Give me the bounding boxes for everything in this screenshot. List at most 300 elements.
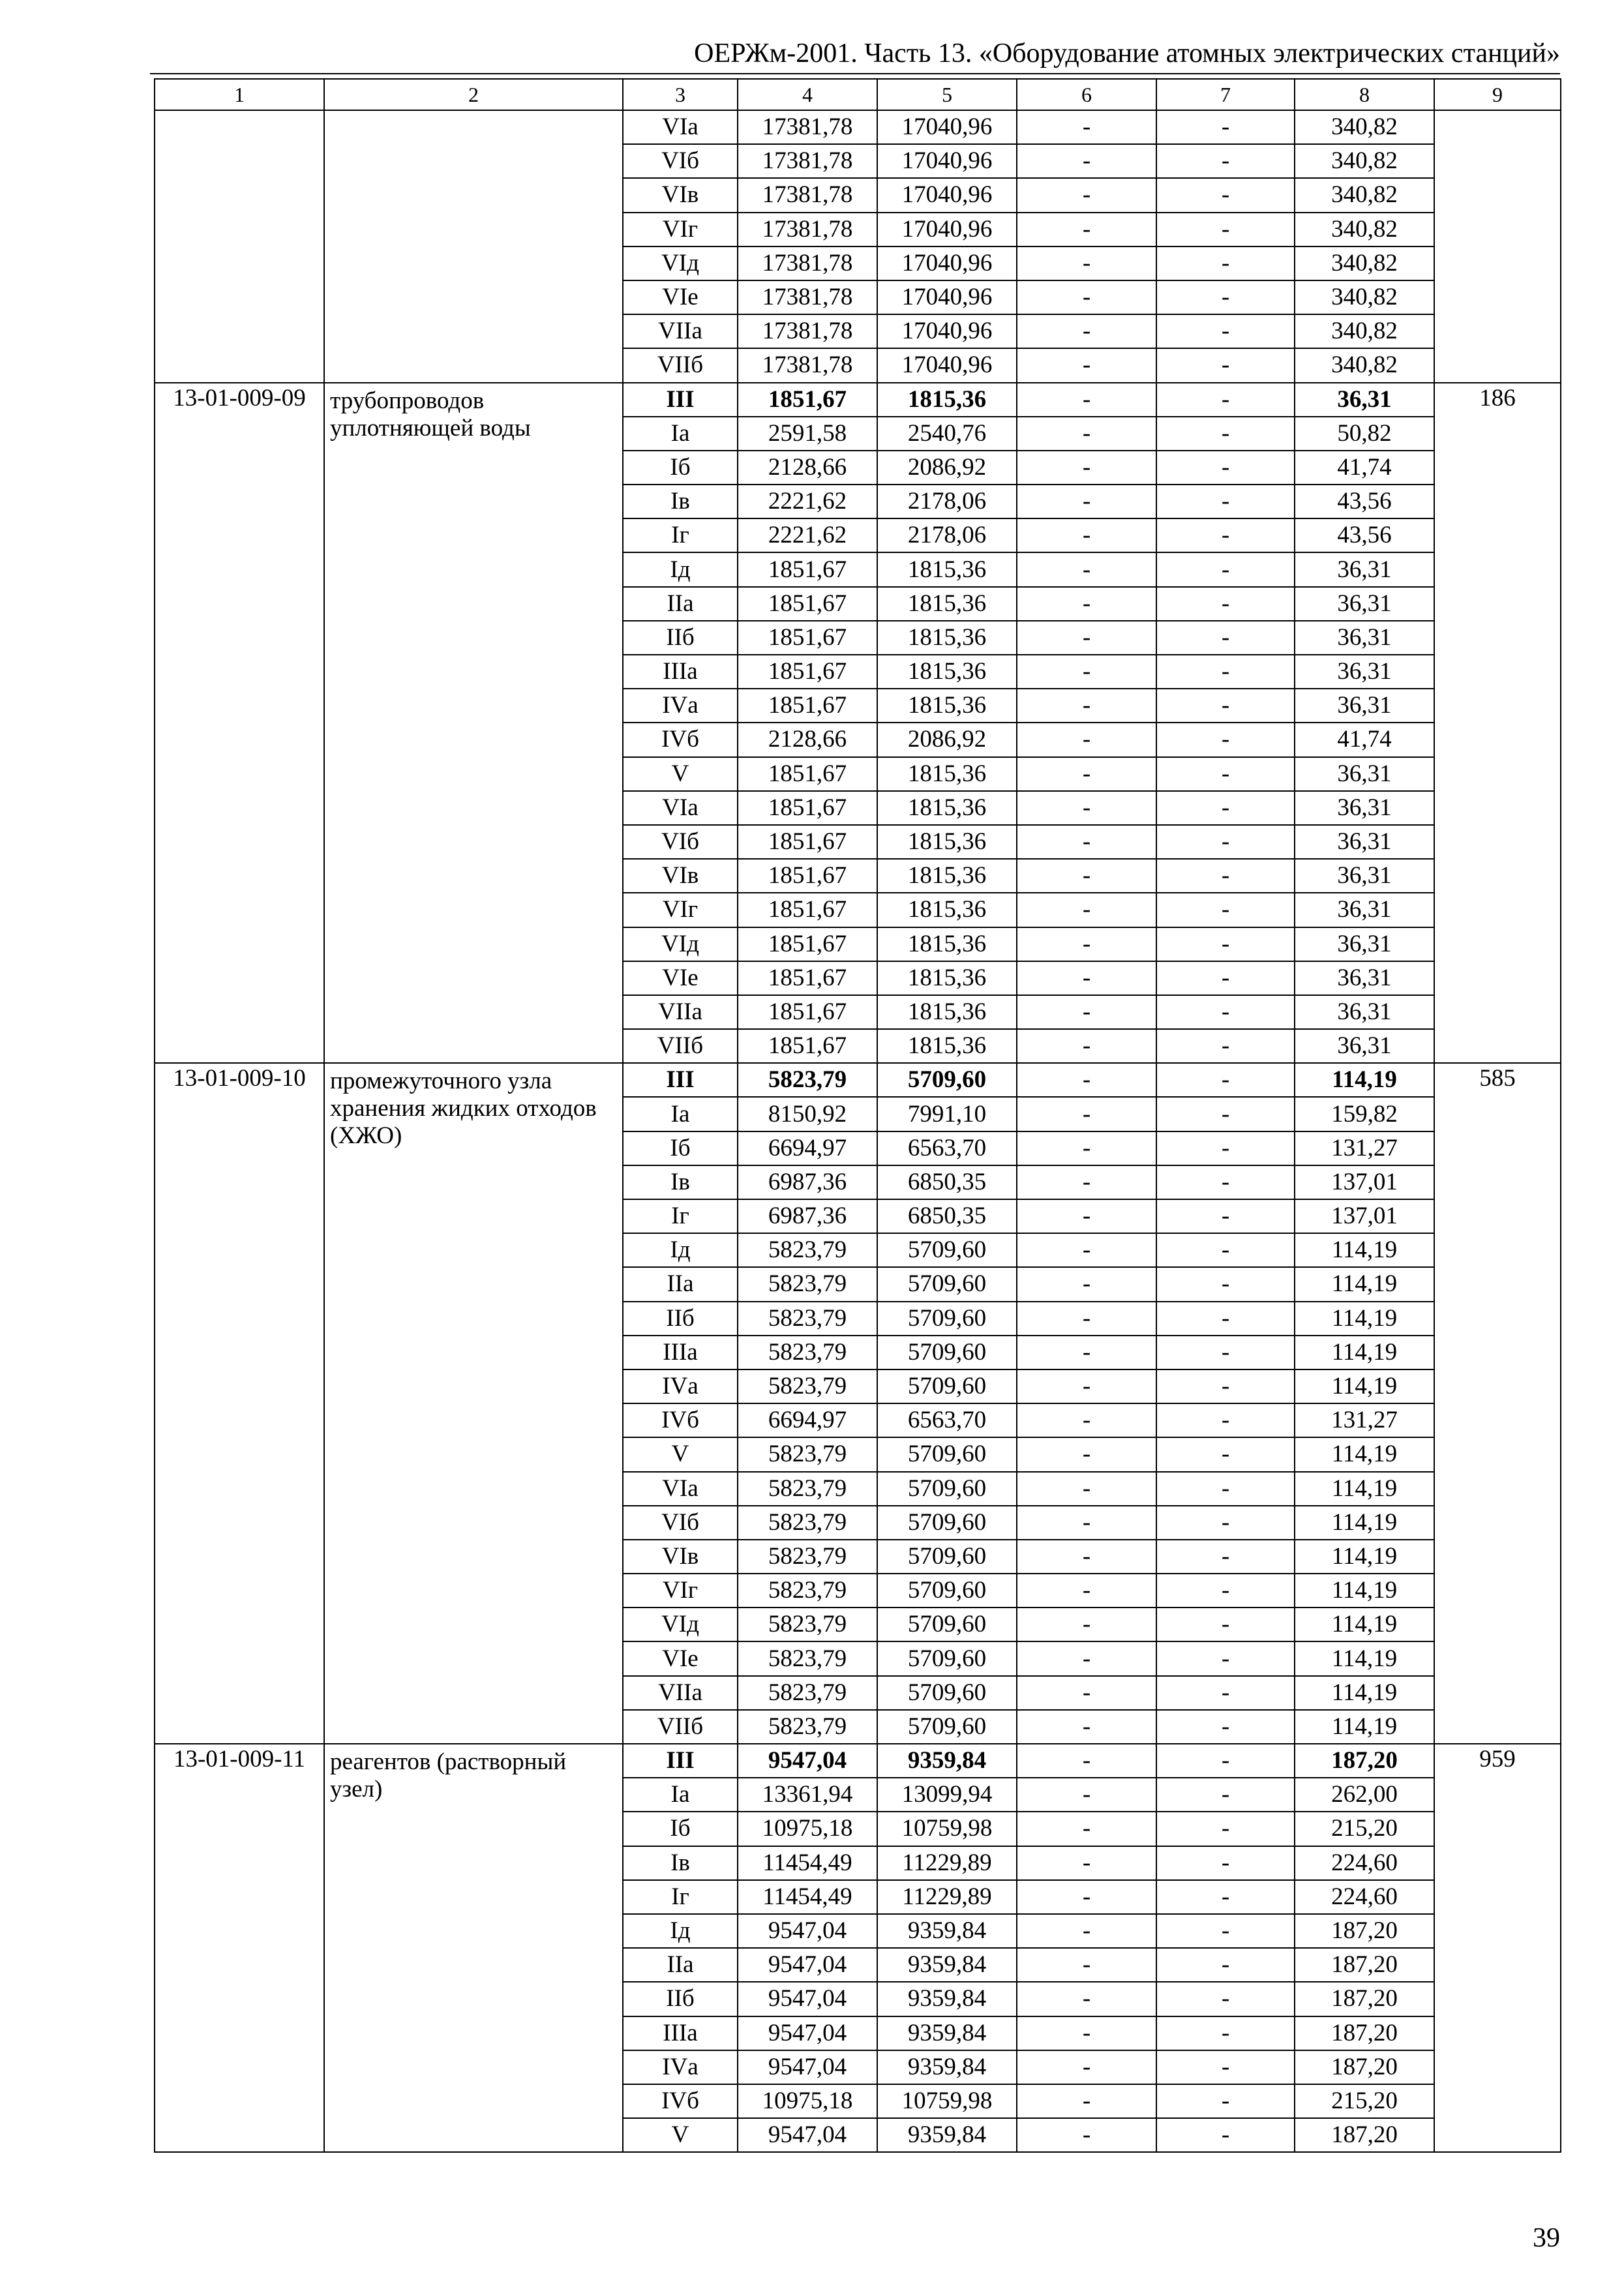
page-header-title: ОЕРЖм-2001. Часть 13. «Оборудование атомных электрических станций» <box>694 38 1560 68</box>
col6-cell: - <box>1017 1812 1156 1846</box>
installation-cost-cell: 1815,36 <box>877 757 1017 791</box>
col9-value: 959 <box>1434 1744 1561 2152</box>
zone-cell: V <box>623 757 738 791</box>
col7-cell: - <box>1156 1812 1295 1846</box>
col8-cell: 187,20 <box>1295 1914 1434 1948</box>
col8-cell: 36,31 <box>1295 757 1434 791</box>
installation-cost-cell: 10759,98 <box>877 2084 1017 2118</box>
total-cost-cell: 5823,79 <box>738 1641 877 1675</box>
col8-cell: 187,20 <box>1295 1982 1434 2016</box>
total-cost-cell: 17381,78 <box>738 348 877 382</box>
installation-cost-cell: 1815,36 <box>877 859 1017 893</box>
zone-cell: Iд <box>623 552 738 586</box>
zone-cell: IVб <box>623 723 738 756</box>
col7-cell: - <box>1156 110 1295 144</box>
zone-cell: IIа <box>623 1948 738 1982</box>
col8-cell: 114,19 <box>1295 1608 1434 1641</box>
installation-cost-cell: 1815,36 <box>877 825 1017 859</box>
col6-cell: - <box>1017 247 1156 280</box>
col8-cell: 187,20 <box>1295 2118 1434 2152</box>
installation-cost-cell: 1815,36 <box>877 621 1017 655</box>
total-cost-cell: 5823,79 <box>738 1437 877 1471</box>
col6-cell: - <box>1017 1267 1156 1301</box>
zone-cell: VIд <box>623 247 738 280</box>
total-cost-cell: 6694,97 <box>738 1403 877 1437</box>
col7-cell: - <box>1156 1302 1295 1336</box>
col6-cell: - <box>1017 1778 1156 1812</box>
zone-cell: VIе <box>623 961 738 995</box>
col7-cell: - <box>1156 280 1295 314</box>
total-cost-cell: 5823,79 <box>738 1574 877 1608</box>
total-cost-cell: 9547,04 <box>738 1914 877 1948</box>
zone-cell: VIд <box>623 927 738 961</box>
installation-cost-cell: 6563,70 <box>877 1131 1017 1165</box>
item-code <box>155 110 324 383</box>
col8-cell: 36,31 <box>1295 1029 1434 1063</box>
total-cost-cell: 9547,04 <box>738 2118 877 2152</box>
zone-cell: IVб <box>623 1403 738 1437</box>
col8-cell: 262,00 <box>1295 1778 1434 1812</box>
col9-value: 585 <box>1434 1063 1561 1744</box>
installation-cost-cell: 17040,96 <box>877 110 1017 144</box>
col7-cell: - <box>1156 1778 1295 1812</box>
col8-cell: 340,82 <box>1295 178 1434 212</box>
col7-cell: - <box>1156 2118 1295 2152</box>
col6-cell: - <box>1017 2118 1156 2152</box>
col7-cell: - <box>1156 1948 1295 1982</box>
zone-cell: VIг <box>623 1574 738 1608</box>
installation-cost-cell: 17040,96 <box>877 178 1017 212</box>
column-number: 5 <box>877 79 1017 110</box>
col8-cell: 114,19 <box>1295 1063 1434 1097</box>
installation-cost-cell: 1815,36 <box>877 552 1017 586</box>
installation-cost-cell: 1815,36 <box>877 689 1017 723</box>
total-cost-cell: 8150,92 <box>738 1097 877 1131</box>
zone-cell: Iв <box>623 1165 738 1199</box>
total-cost-cell: 1851,67 <box>738 927 877 961</box>
col6-cell: - <box>1017 1472 1156 1506</box>
col8-cell: 114,19 <box>1295 1676 1434 1710</box>
col6-cell: - <box>1017 995 1156 1029</box>
col8-cell: 36,31 <box>1295 587 1434 621</box>
total-cost-cell: 5823,79 <box>738 1540 877 1574</box>
total-cost-cell: 1851,67 <box>738 383 877 417</box>
table-row <box>155 383 1561 417</box>
col7-cell: - <box>1156 1880 1295 1914</box>
total-cost-cell: 5823,79 <box>738 1063 877 1097</box>
col6-cell: - <box>1017 1574 1156 1608</box>
installation-cost-cell: 17040,96 <box>877 213 1017 247</box>
col6-cell: - <box>1017 1063 1156 1097</box>
col6-cell: - <box>1017 383 1156 417</box>
installation-cost-cell: 17040,96 <box>877 144 1017 178</box>
col7-cell: - <box>1156 348 1295 382</box>
col9-value: 186 <box>1434 383 1561 1064</box>
zone-cell: VIе <box>623 1641 738 1675</box>
col6-cell: - <box>1017 2016 1156 2050</box>
col7-cell: - <box>1156 1608 1295 1641</box>
col6-cell: - <box>1017 791 1156 825</box>
total-cost-cell: 5823,79 <box>738 1302 877 1336</box>
zone-cell: IIб <box>623 621 738 655</box>
col6-cell: - <box>1017 587 1156 621</box>
col7-cell: - <box>1156 1914 1295 1948</box>
installation-cost-cell: 5709,60 <box>877 1302 1017 1336</box>
zone-cell: IIа <box>623 587 738 621</box>
col7-cell: - <box>1156 587 1295 621</box>
col8-cell: 159,82 <box>1295 1097 1434 1131</box>
col8-cell: 36,31 <box>1295 859 1434 893</box>
col7-cell: - <box>1156 1641 1295 1675</box>
col7-cell: - <box>1156 995 1295 1029</box>
total-cost-cell: 6987,36 <box>738 1199 877 1233</box>
total-cost-cell: 6694,97 <box>738 1131 877 1165</box>
zone-cell: VIб <box>623 144 738 178</box>
zone-cell: V <box>623 1437 738 1471</box>
total-cost-cell: 2128,66 <box>738 451 877 485</box>
col6-cell: - <box>1017 1540 1156 1574</box>
col8-cell: 41,74 <box>1295 723 1434 756</box>
col6-cell: - <box>1017 110 1156 144</box>
total-cost-cell: 1851,67 <box>738 893 877 927</box>
table-row <box>155 110 1561 144</box>
col8-cell: 114,19 <box>1295 1574 1434 1608</box>
installation-cost-cell: 5709,60 <box>877 1641 1017 1675</box>
installation-cost-cell: 5709,60 <box>877 1710 1017 1744</box>
col6-cell: - <box>1017 961 1156 995</box>
col6-cell: - <box>1017 757 1156 791</box>
total-cost-cell: 2591,58 <box>738 417 877 451</box>
item-code: 13-01-009-09 <box>155 383 324 1064</box>
total-cost-cell: 11454,49 <box>738 1846 877 1880</box>
zone-cell: Iб <box>623 1812 738 1846</box>
installation-cost-cell: 10759,98 <box>877 1812 1017 1846</box>
col8-cell: 114,19 <box>1295 1472 1434 1506</box>
installation-cost-cell: 11229,89 <box>877 1880 1017 1914</box>
zone-cell: Iг <box>623 518 738 552</box>
zone-cell: Iг <box>623 1880 738 1914</box>
col8-cell: 187,20 <box>1295 2050 1434 2084</box>
col7-cell: - <box>1156 2050 1295 2084</box>
zone-cell: VIIа <box>623 1676 738 1710</box>
total-cost-cell: 1851,67 <box>738 757 877 791</box>
zone-cell: IVа <box>623 1369 738 1403</box>
col6-cell: - <box>1017 1641 1156 1675</box>
zone-cell: IIIа <box>623 2016 738 2050</box>
total-cost-cell: 17381,78 <box>738 178 877 212</box>
col8-cell: 36,31 <box>1295 655 1434 689</box>
col8-cell: 340,82 <box>1295 280 1434 314</box>
installation-cost-cell: 6850,35 <box>877 1199 1017 1233</box>
installation-cost-cell: 11229,89 <box>877 1846 1017 1880</box>
installation-cost-cell: 9359,84 <box>877 2050 1017 2084</box>
col8-cell: 114,19 <box>1295 1302 1434 1336</box>
zone-cell: IVа <box>623 2050 738 2084</box>
total-cost-cell: 9547,04 <box>738 1744 877 1778</box>
installation-cost-cell: 9359,84 <box>877 2016 1017 2050</box>
col6-cell: - <box>1017 2084 1156 2118</box>
col8-cell: 131,27 <box>1295 1131 1434 1165</box>
zone-cell: IIа <box>623 1267 738 1301</box>
col6-cell: - <box>1017 1880 1156 1914</box>
col6-cell: - <box>1017 1029 1156 1063</box>
col6-cell: - <box>1017 178 1156 212</box>
total-cost-cell: 1851,67 <box>738 689 877 723</box>
col6-cell: - <box>1017 859 1156 893</box>
installation-cost-cell: 2086,92 <box>877 723 1017 756</box>
col7-cell: - <box>1156 552 1295 586</box>
col7-cell: - <box>1156 1165 1295 1199</box>
installation-cost-cell: 9359,84 <box>877 1948 1017 1982</box>
installation-cost-cell: 5709,60 <box>877 1063 1017 1097</box>
installation-cost-cell: 1815,36 <box>877 961 1017 995</box>
installation-cost-cell: 7991,10 <box>877 1097 1017 1131</box>
installation-cost-cell: 5709,60 <box>877 1437 1017 1471</box>
col7-cell: - <box>1156 485 1295 518</box>
column-number: 6 <box>1017 79 1156 110</box>
zone-cell: VIа <box>623 110 738 144</box>
col7-cell: - <box>1156 2016 1295 2050</box>
zone-cell: IVа <box>623 689 738 723</box>
installation-cost-cell: 2540,76 <box>877 417 1017 451</box>
column-number: 7 <box>1156 79 1295 110</box>
zone-cell: VIе <box>623 280 738 314</box>
zone-cell: IIIа <box>623 1336 738 1369</box>
col7-cell: - <box>1156 383 1295 417</box>
total-cost-cell: 9547,04 <box>738 2016 877 2050</box>
col6-cell: - <box>1017 1403 1156 1437</box>
col7-cell: - <box>1156 655 1295 689</box>
col8-cell: 187,20 <box>1295 2016 1434 2050</box>
zone-cell: VIб <box>623 825 738 859</box>
total-cost-cell: 1851,67 <box>738 961 877 995</box>
col7-cell: - <box>1156 1403 1295 1437</box>
col7-cell: - <box>1156 621 1295 655</box>
zone-cell: VIIб <box>623 1710 738 1744</box>
col7-cell: - <box>1156 1982 1295 2016</box>
col6-cell: - <box>1017 485 1156 518</box>
col8-cell: 131,27 <box>1295 1403 1434 1437</box>
installation-cost-cell: 5709,60 <box>877 1233 1017 1267</box>
installation-cost-cell: 1815,36 <box>877 927 1017 961</box>
col7-cell: - <box>1156 791 1295 825</box>
total-cost-cell: 2221,62 <box>738 485 877 518</box>
total-cost-cell: 5823,79 <box>738 1676 877 1710</box>
item-name <box>324 110 623 383</box>
col6-cell: - <box>1017 1846 1156 1880</box>
total-cost-cell: 1851,67 <box>738 552 877 586</box>
item-code: 13-01-009-10 <box>155 1063 324 1744</box>
col7-cell: - <box>1156 859 1295 893</box>
col7-cell: - <box>1156 1574 1295 1608</box>
col6-cell: - <box>1017 2050 1156 2084</box>
zone-cell: III <box>623 383 738 417</box>
installation-cost-cell: 6563,70 <box>877 1403 1017 1437</box>
zone-cell: Iа <box>623 1097 738 1131</box>
col6-cell: - <box>1017 927 1156 961</box>
zone-cell: Iа <box>623 1778 738 1812</box>
col6-cell: - <box>1017 1131 1156 1165</box>
zone-cell: Iг <box>623 1199 738 1233</box>
zone-cell: VIIб <box>623 348 738 382</box>
col7-cell: - <box>1156 1506 1295 1540</box>
installation-cost-cell: 9359,84 <box>877 1982 1017 2016</box>
col8-cell: 114,19 <box>1295 1336 1434 1369</box>
col6-cell: - <box>1017 1914 1156 1948</box>
total-cost-cell: 17381,78 <box>738 144 877 178</box>
installation-cost-cell: 6850,35 <box>877 1165 1017 1199</box>
col8-cell: 340,82 <box>1295 314 1434 348</box>
page-number: 39 <box>1533 2223 1560 2253</box>
col8-cell: 114,19 <box>1295 1710 1434 1744</box>
col7-cell: - <box>1156 961 1295 995</box>
col7-cell: - <box>1156 1710 1295 1744</box>
installation-cost-cell: 1815,36 <box>877 1029 1017 1063</box>
col6-cell: - <box>1017 825 1156 859</box>
col8-cell: 114,19 <box>1295 1641 1434 1675</box>
column-number: 9 <box>1434 79 1561 110</box>
col6-cell: - <box>1017 621 1156 655</box>
col7-cell: - <box>1156 1029 1295 1063</box>
installation-cost-cell: 5709,60 <box>877 1608 1017 1641</box>
header-rule <box>150 73 1560 74</box>
total-cost-cell: 5823,79 <box>738 1472 877 1506</box>
zone-cell: Iб <box>623 1131 738 1165</box>
col6-cell: - <box>1017 348 1156 382</box>
table-row <box>155 1063 1561 1097</box>
col8-cell: 114,19 <box>1295 1437 1434 1471</box>
zone-cell: VIв <box>623 1540 738 1574</box>
col8-cell: 36,31 <box>1295 927 1434 961</box>
item-name: промежуточного узла хранения жидких отходов (ХЖО) <box>324 1063 623 1744</box>
col8-cell: 215,20 <box>1295 2084 1434 2118</box>
total-cost-cell: 5823,79 <box>738 1710 877 1744</box>
col7-cell: - <box>1156 1369 1295 1403</box>
installation-cost-cell: 5709,60 <box>877 1267 1017 1301</box>
total-cost-cell: 5823,79 <box>738 1267 877 1301</box>
zone-cell: VIIа <box>623 314 738 348</box>
col6-cell: - <box>1017 144 1156 178</box>
col7-cell: - <box>1156 1846 1295 1880</box>
installation-cost-cell: 1815,36 <box>877 383 1017 417</box>
col8-cell: 137,01 <box>1295 1165 1434 1199</box>
col7-cell: - <box>1156 178 1295 212</box>
total-cost-cell: 5823,79 <box>738 1608 877 1641</box>
col7-cell: - <box>1156 518 1295 552</box>
col8-cell: 36,31 <box>1295 621 1434 655</box>
zone-cell: Iд <box>623 1914 738 1948</box>
total-cost-cell: 17381,78 <box>738 280 877 314</box>
total-cost-cell: 17381,78 <box>738 110 877 144</box>
zone-cell: Iб <box>623 451 738 485</box>
col8-cell: 224,60 <box>1295 1846 1434 1880</box>
col8-cell: 340,82 <box>1295 247 1434 280</box>
item-code: 13-01-009-11 <box>155 1744 324 2152</box>
total-cost-cell: 1851,67 <box>738 825 877 859</box>
installation-cost-cell: 1815,36 <box>877 995 1017 1029</box>
zone-cell: IIб <box>623 1302 738 1336</box>
installation-cost-cell: 17040,96 <box>877 247 1017 280</box>
col8-cell: 36,31 <box>1295 825 1434 859</box>
col7-cell: - <box>1156 1097 1295 1131</box>
col6-cell: - <box>1017 1676 1156 1710</box>
total-cost-cell: 9547,04 <box>738 1982 877 2016</box>
installation-cost-cell: 5709,60 <box>877 1506 1017 1540</box>
total-cost-cell: 1851,67 <box>738 655 877 689</box>
total-cost-cell: 5823,79 <box>738 1336 877 1369</box>
total-cost-cell: 6987,36 <box>738 1165 877 1199</box>
col6-cell: - <box>1017 1199 1156 1233</box>
zone-cell: IIб <box>623 1982 738 2016</box>
col6-cell: - <box>1017 451 1156 485</box>
col7-cell: - <box>1156 1336 1295 1369</box>
total-cost-cell: 5823,79 <box>738 1369 877 1403</box>
zone-cell: VIг <box>623 213 738 247</box>
table-row <box>155 1744 1561 1778</box>
total-cost-cell: 2221,62 <box>738 518 877 552</box>
col7-cell: - <box>1156 893 1295 927</box>
installation-cost-cell: 5709,60 <box>877 1540 1017 1574</box>
col8-cell: 114,19 <box>1295 1540 1434 1574</box>
total-cost-cell: 17381,78 <box>738 247 877 280</box>
col8-cell: 36,31 <box>1295 961 1434 995</box>
zone-cell: VIа <box>623 791 738 825</box>
col7-cell: - <box>1156 1131 1295 1165</box>
column-number: 3 <box>623 79 738 110</box>
total-cost-cell: 1851,67 <box>738 995 877 1029</box>
col6-cell: - <box>1017 1097 1156 1131</box>
col8-cell: 36,31 <box>1295 791 1434 825</box>
col7-cell: - <box>1156 144 1295 178</box>
col6-cell: - <box>1017 1710 1156 1744</box>
col6-cell: - <box>1017 689 1156 723</box>
col6-cell: - <box>1017 280 1156 314</box>
col7-cell: - <box>1156 1744 1295 1778</box>
col8-cell: 114,19 <box>1295 1267 1434 1301</box>
col6-cell: - <box>1017 893 1156 927</box>
col7-cell: - <box>1156 1199 1295 1233</box>
zone-cell: Iв <box>623 485 738 518</box>
column-number: 4 <box>738 79 877 110</box>
col7-cell: - <box>1156 213 1295 247</box>
total-cost-cell: 1851,67 <box>738 1029 877 1063</box>
total-cost-cell: 1851,67 <box>738 621 877 655</box>
col7-cell: - <box>1156 1472 1295 1506</box>
col8-cell: 340,82 <box>1295 144 1434 178</box>
column-number: 1 <box>155 79 324 110</box>
total-cost-cell: 1851,67 <box>738 587 877 621</box>
col8-cell: 114,19 <box>1295 1506 1434 1540</box>
zone-cell: VIв <box>623 178 738 212</box>
col7-cell: - <box>1156 417 1295 451</box>
zone-cell: V <box>623 2118 738 2152</box>
total-cost-cell: 9547,04 <box>738 1948 877 1982</box>
item-name: трубопроводов уплотняющей воды <box>324 383 623 1064</box>
installation-cost-cell: 1815,36 <box>877 655 1017 689</box>
zone-cell: Iв <box>623 1846 738 1880</box>
col6-cell: - <box>1017 1608 1156 1641</box>
zone-cell: VIв <box>623 859 738 893</box>
zone-cell: Iа <box>623 417 738 451</box>
installation-cost-cell: 5709,60 <box>877 1472 1017 1506</box>
table-body <box>155 79 1561 2152</box>
installation-cost-cell: 5709,60 <box>877 1574 1017 1608</box>
installation-cost-cell: 1815,36 <box>877 791 1017 825</box>
total-cost-cell: 1851,67 <box>738 791 877 825</box>
col6-cell: - <box>1017 723 1156 756</box>
zone-cell: III <box>623 1063 738 1097</box>
total-cost-cell: 9547,04 <box>738 2050 877 2084</box>
